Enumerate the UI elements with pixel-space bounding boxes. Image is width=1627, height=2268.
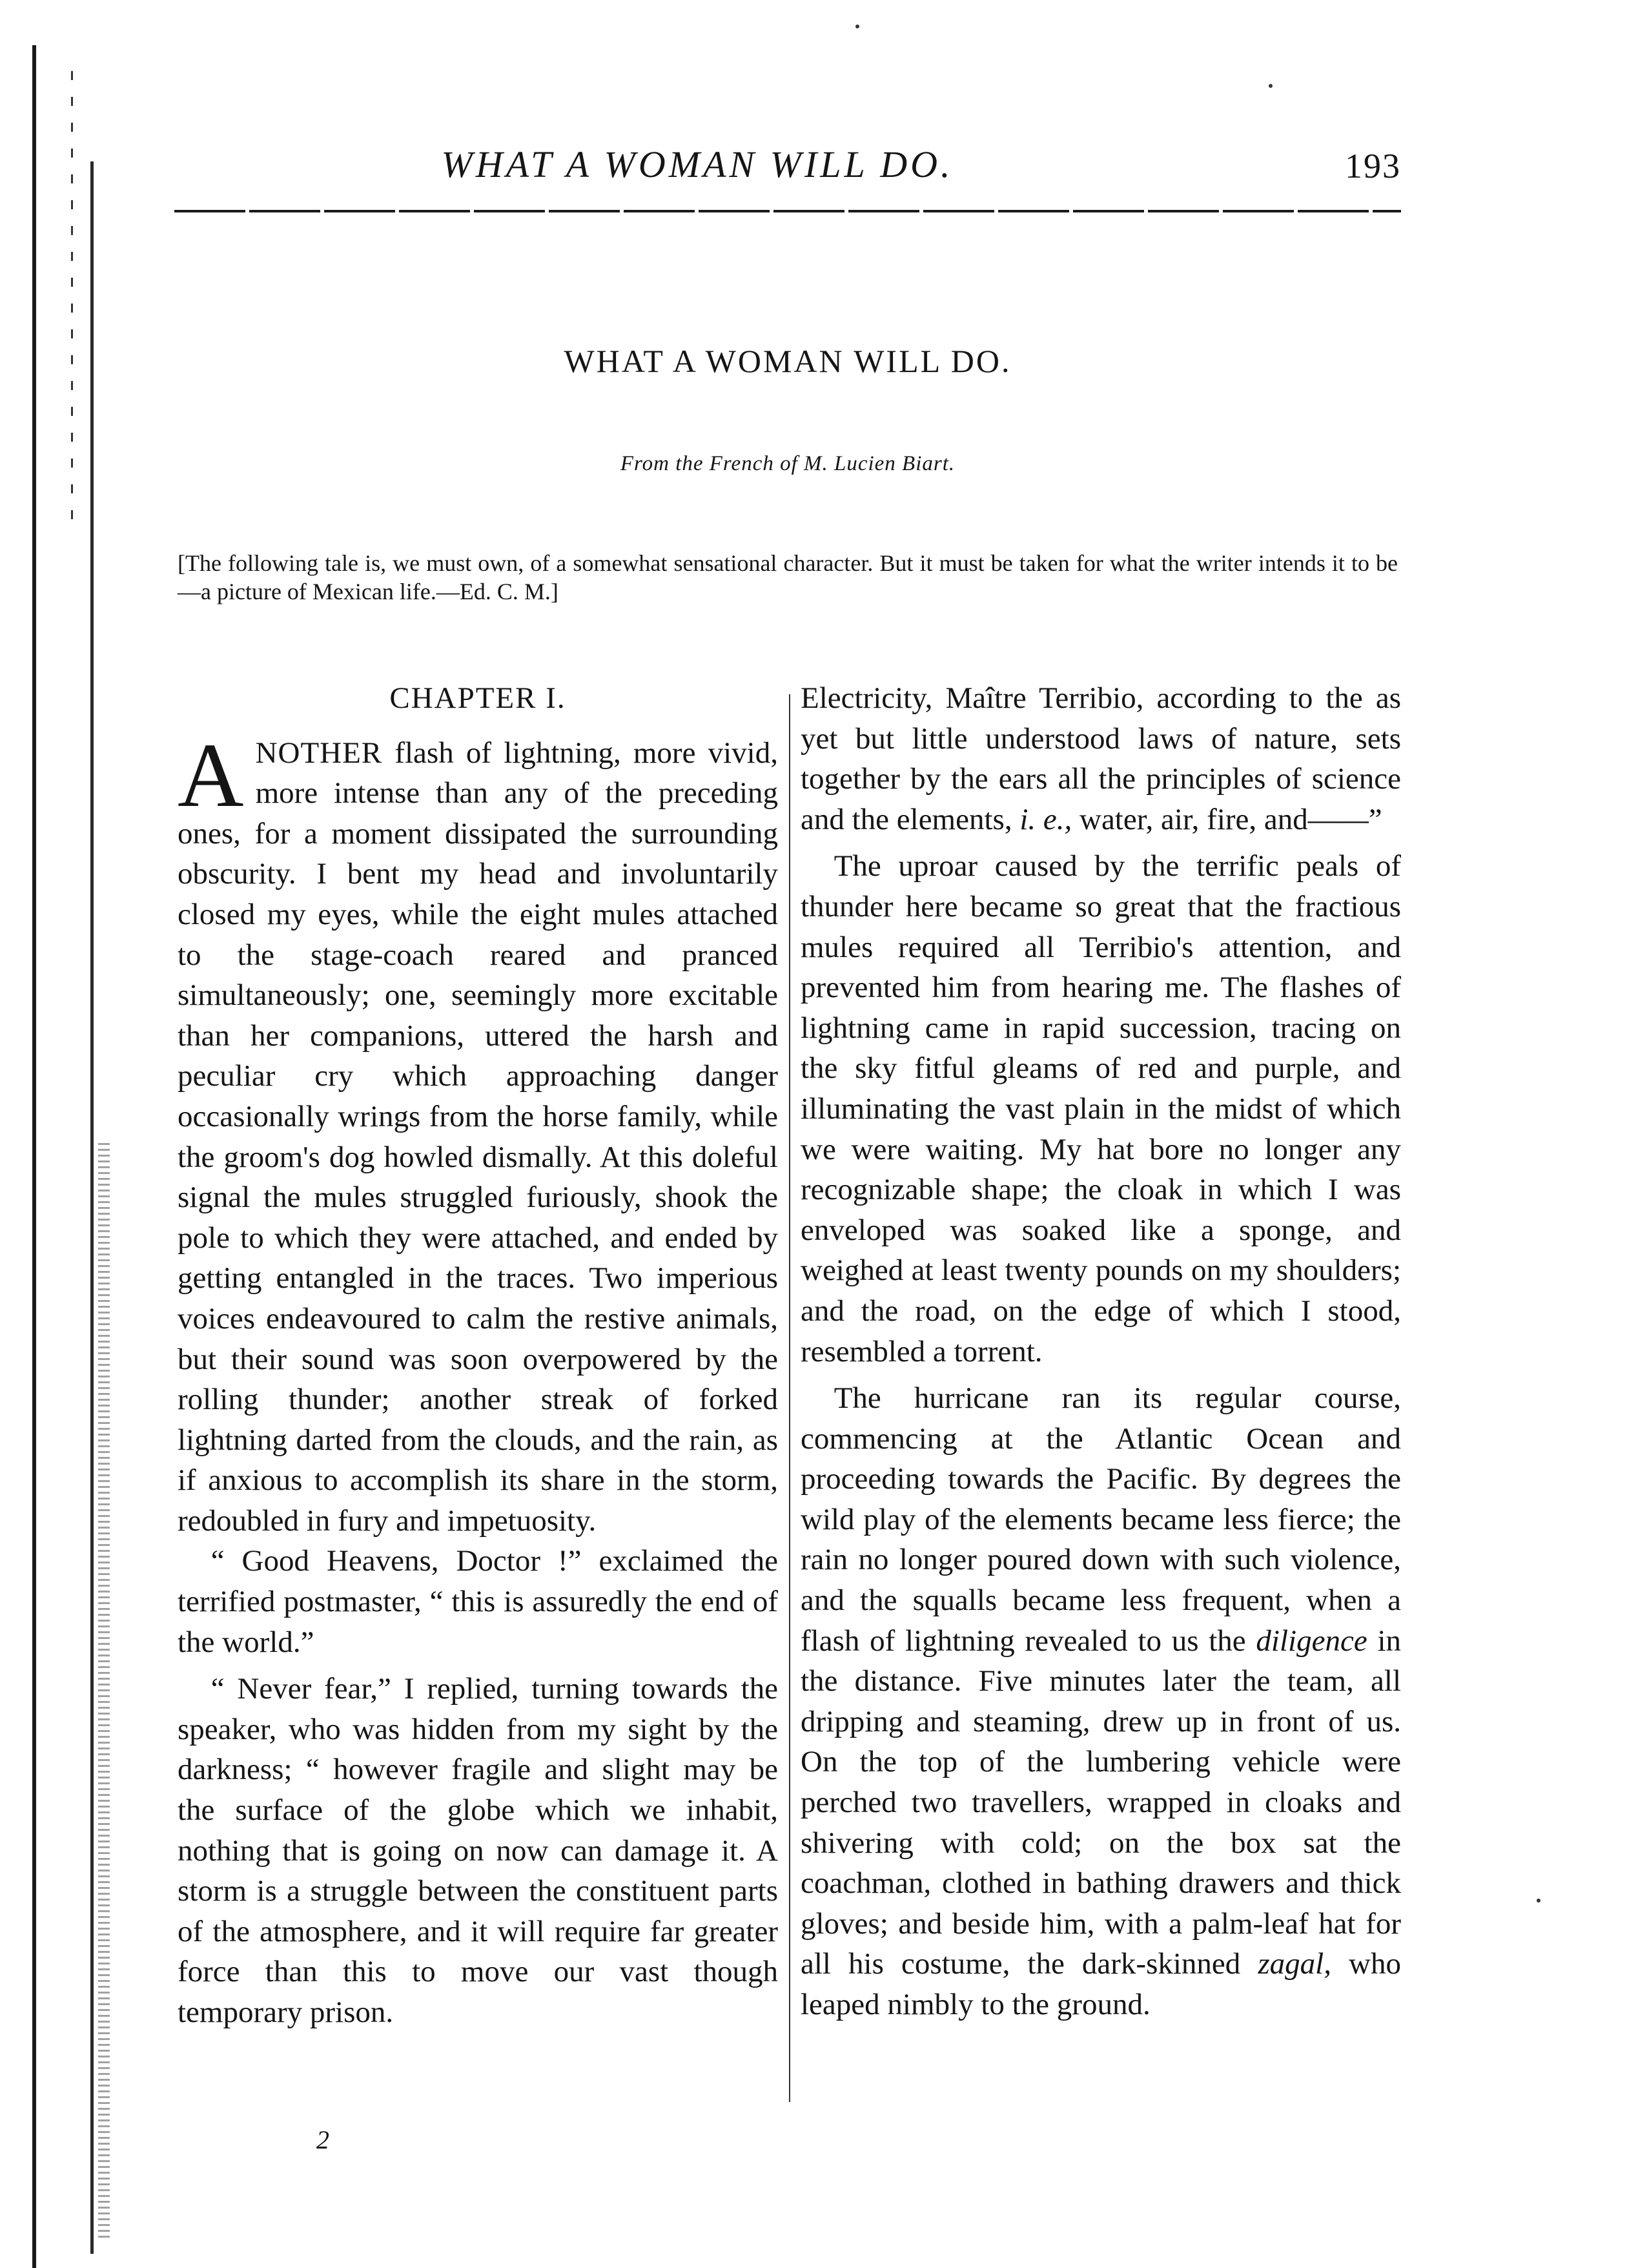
binding-line: [98, 1143, 110, 2241]
paragraph-text: in the distance. Five minutes later the team, all dripping and steaming, drew up in front of us. On the top of the lumbering vehicle were perched two travellers, wrapped in cloaks and shivering with cold; on the box sat the coachman, clothed in bathing drawers and thick gloves; and beside him, with a palm-leaf hat for all his costume, the dark-skinned: [801, 1624, 1401, 1981]
paragraph-text: flash of lightning, more vivid, more intense than any of the preceding ones, for a moment dissipated the surrounding obscurity. I bent my head and involuntarily closed my eyes, while the eight mules attached to the stage-coach reared and pranced simultaneously; one, seemingly more excitable than her companions, uttered the harsh and peculiar cry which approaching danger occasionally wrings from the horse family, while the groom's dog howled dismally. At this doleful signal the mules struggled furiously, shook the pole to which they were attached, and ended by getting entangled in the traces. Two imperious voices endeavoured to calm the restive animals, but their sound was soon overpowered by the rolling thunder; another streak of forked lightning darted from the clouds, and the rain, as if anxious to accomplish its share in the storm, redoubled in fury and impetuosity.: [178, 736, 778, 1538]
page-number: 193: [1345, 147, 1401, 185]
paragraph: [801, 678, 1401, 840]
right-column: [801, 678, 1401, 2025]
italic-text: i. e.,: [1019, 802, 1072, 836]
header-rule: [174, 210, 1401, 212]
paragraph-text: water, air, fire, and——”: [1072, 802, 1382, 836]
binding-line: [71, 71, 73, 523]
article-title: WHAT A WOMAN WILL DO.: [564, 343, 1012, 379]
editor-note: [The following tale is, we must own, of a somewhat sensational character. But it must be taken for what the writer intends it to be—a picture of Mexican life.—Ed. C. M.]: [178, 550, 1398, 604]
drop-cap: A: [178, 723, 244, 826]
italic-text: diligence: [1256, 1624, 1367, 1658]
paragraph-text: The hurricane ran its regular course, commencing at the Atlantic Ocean and proceeding towards the Pacific. By degrees the wild play of the elements became less fierce; the rain no longer poured down with such violence, and the squalls became less frequent, when a flash of lightning revealed to us the: [801, 1381, 1401, 1658]
left-column: [178, 678, 778, 2033]
binding-line: [90, 161, 94, 2254]
lead-word: NOTHER: [255, 736, 383, 770]
paragraph: [801, 1378, 1401, 2025]
paragraph: The uproar caused by the terrific peals of thunder here became so great that the fractious mules required all Terribio's attention, and prevented him from hearing me. The flashes of lightning came in rapid succession, tracing on the sky fitful gleams of red and purple, and illuminating the vast plain in the midst of which we were waiting. My hat bore no longer any recognizable shape; the cloak in which I was enveloped was soaked like a sponge, and weighed at least twenty pounds on my shoulders; and the road, on the edge of which I stood, resembled a torrent.: [801, 849, 1401, 1368]
signature-mark: 2: [316, 2125, 329, 2154]
running-header: [174, 136, 1401, 207]
paragraph-text: Electricity, Maître Terribio, according to the as yet but little understood laws of nature, sets together by the ears all the principles of science and the elements,: [801, 681, 1401, 836]
running-title: WHAT A WOMAN WILL DO.: [441, 143, 954, 185]
translation-credit: From the French of M. Lucien Biart.: [620, 452, 956, 475]
scan-speck: [1269, 84, 1273, 88]
paragraph: [178, 723, 778, 1541]
chapter-heading: CHAPTER I.: [389, 681, 566, 715]
paragraph-text: who leaped nimbly to the ground.: [801, 1947, 1401, 2021]
binding-line: [32, 45, 36, 2268]
scan-speck: [1537, 1899, 1540, 1902]
italic-text: zagal,: [1258, 1947, 1331, 1981]
paragraph: “ Good Heavens, Doctor !” exclaimed the terrified postmaster, “ this is assuredly the end of the world.”: [178, 1544, 778, 1659]
binding-edge: [26, 45, 123, 2268]
paragraph: “ Never fear,” I replied, turning towards the speaker, who was hidden from my sight by the darkness; “ however fragile and slight may be the surface of the globe which we inhabit, nothing that is going on now can damage it. A storm is a struggle between the constituent parts of the atmosphere, and it will require far greater force than this to move our vast though temporary prison.: [178, 1672, 778, 2029]
column-rule: [789, 694, 790, 2102]
scan-speck: [855, 25, 859, 28]
